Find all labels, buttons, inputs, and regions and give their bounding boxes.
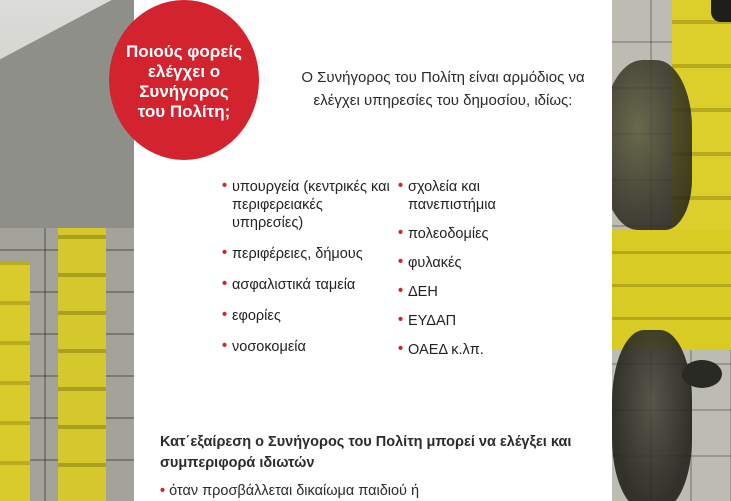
exception-case-item — [160, 481, 580, 501]
list-item-text: ΟΑΕΔ κ.λπ. — [408, 342, 484, 358]
agencies-list-left — [222, 178, 397, 369]
list-item — [222, 245, 397, 263]
list-item-text: πολεοδομίες — [408, 226, 489, 242]
intro-text: Ο Συνήγορος του Πολίτη είναι αρμόδιος να ελέγχει υπηρεσίες του δημοσίου, ιδίως: — [301, 69, 585, 109]
bullet-icon: • — [222, 338, 228, 354]
list-item — [398, 225, 538, 243]
list-item-text: ασφαλιστικά ταμεία — [232, 277, 356, 293]
bullet-icon: • — [398, 341, 404, 357]
list-item-text: σχολεία και πανεπιστήμια — [408, 179, 496, 213]
list-item — [398, 341, 538, 359]
pedestrian-figure — [612, 330, 692, 501]
background-right-photo — [612, 0, 731, 501]
list-item — [222, 307, 397, 325]
list-item-text: ΕΥΔΑΠ — [408, 313, 457, 329]
list-item — [222, 338, 397, 356]
pedestrian-shoe — [682, 360, 722, 388]
list-item — [222, 276, 397, 294]
yellow-tactile-strip — [0, 262, 30, 501]
bullet-icon: • — [398, 254, 404, 270]
bullet-icon: • — [222, 178, 228, 194]
list-item — [398, 178, 538, 214]
badge-title: Ποιούς φορείς ελέγχει ο Συνήγορος του Πολίτη; — [126, 42, 242, 121]
list-item-text: εφορίες — [232, 308, 281, 324]
bullet-icon: • — [222, 307, 228, 323]
exception-case-text: όταν προσβάλλεται δικαίωμα παιδιού ή — [169, 483, 420, 499]
pedestrian-figure — [612, 60, 692, 230]
photo-corner — [711, 0, 731, 22]
bullet-icon: • — [398, 283, 404, 299]
bullet-icon: • — [222, 276, 228, 292]
bullet-icon: • — [398, 312, 404, 328]
list-item — [222, 178, 397, 232]
yellow-tactile-strip — [612, 230, 731, 350]
yellow-tactile-strip — [58, 228, 106, 501]
bullet-icon: • — [398, 178, 404, 194]
bullet-icon: • — [160, 483, 166, 499]
list-item-text: νοσοκομεία — [232, 339, 306, 355]
list-item-text: ΔΕΗ — [408, 284, 438, 300]
agencies-list-right — [398, 178, 538, 370]
list-item-text: περιφέρειες, δήμους — [232, 246, 363, 262]
question-badge — [109, 0, 259, 160]
list-item — [398, 312, 538, 330]
exception-heading: Κατ΄εξαίρεση ο Συνήγορος του Πολίτη μπορεί να ελέγξει και συμπεριφορά ιδιωτών — [160, 434, 572, 471]
list-item-text: υπουργεία (κεντρικές και περιφερειακές υπηρεσίες) — [232, 179, 390, 231]
list-item — [398, 254, 538, 272]
bullet-icon: • — [398, 225, 404, 241]
bullet-icon: • — [222, 245, 228, 261]
list-item — [398, 283, 538, 301]
list-item-text: φυλακές — [408, 255, 462, 271]
